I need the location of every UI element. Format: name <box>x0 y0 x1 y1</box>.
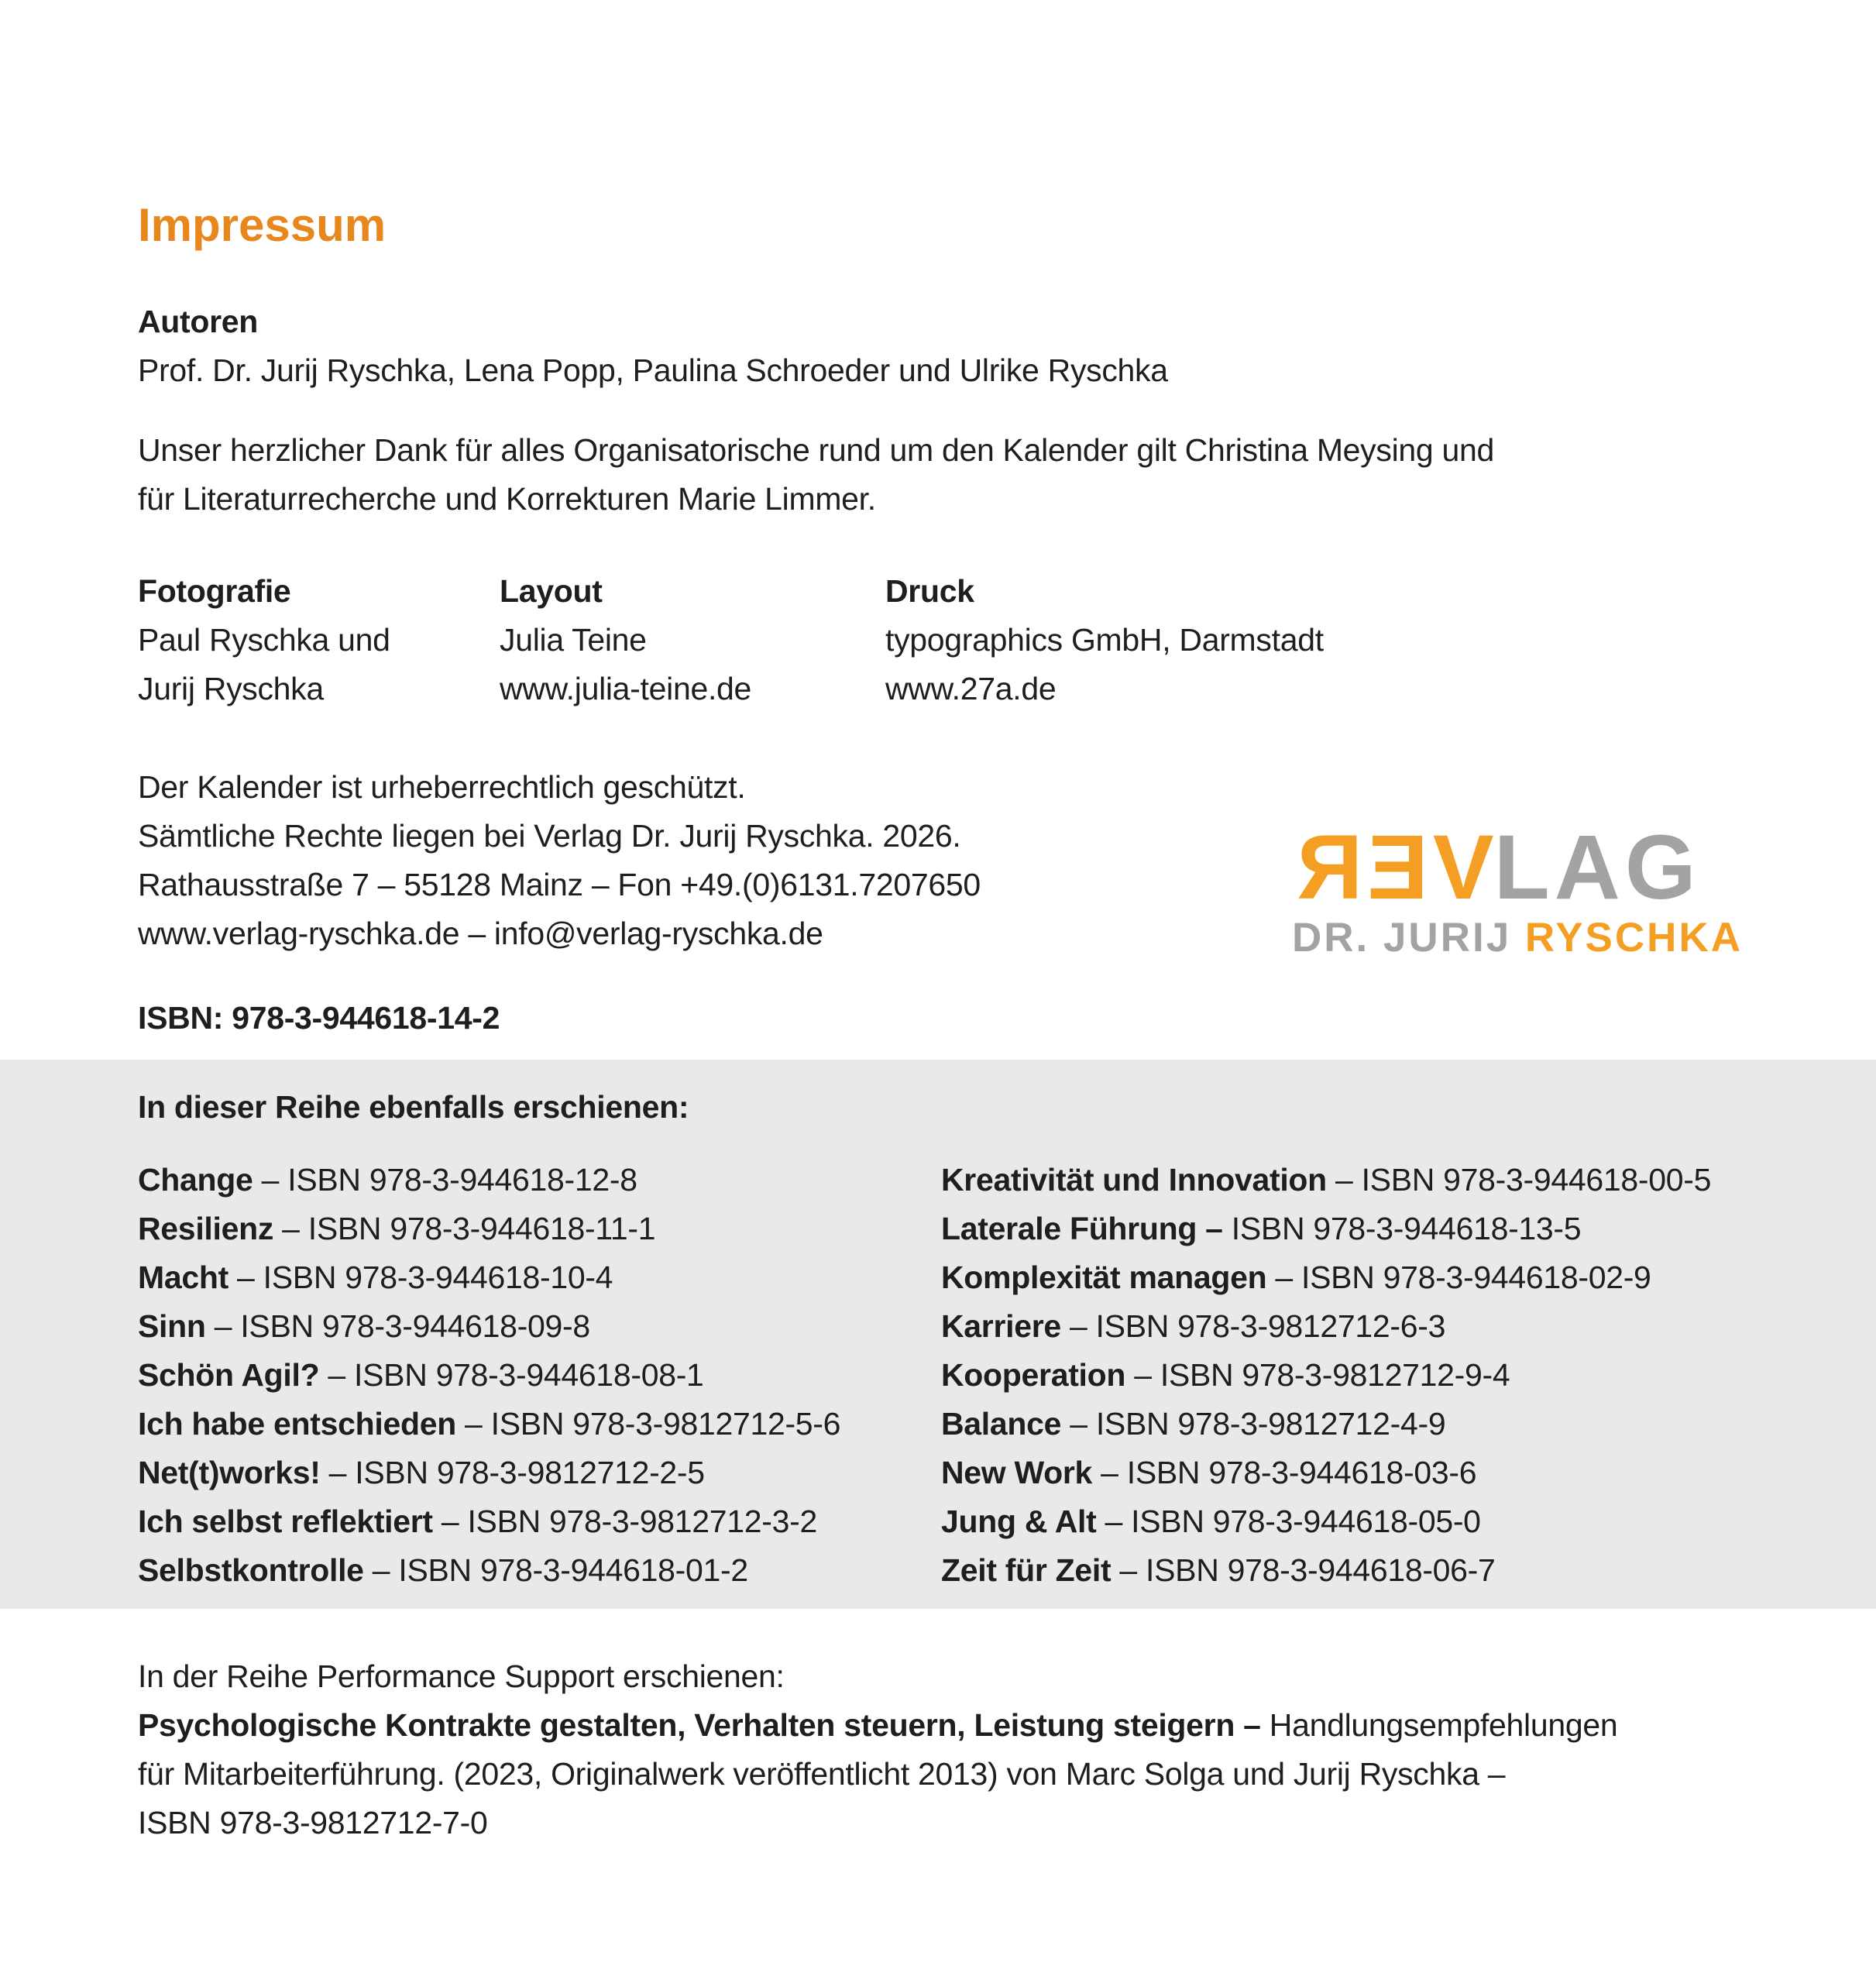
book-title: Sinn <box>138 1308 206 1344</box>
book-isbn: – ISBN 978-3-9812712-2-5 <box>320 1455 705 1490</box>
book-isbn: – ISBN 978-3-944618-00-5 <box>1326 1162 1712 1198</box>
performance-title-rest: Handlungsempfehlungen <box>1260 1707 1618 1743</box>
book-isbn: – ISBN 978-3-944618-09-8 <box>205 1308 590 1344</box>
book-title: Laterale Führung – <box>941 1211 1223 1246</box>
book-row <box>941 1302 1799 1351</box>
performance-title-line <box>138 1701 1799 1750</box>
credit-label: Druck <box>885 573 974 609</box>
logo-subline <box>1292 916 1743 960</box>
book-isbn: – ISBN 978-3-944618-10-4 <box>228 1260 613 1295</box>
credit-label: Fotografie <box>138 573 291 609</box>
book-title: Net(t)works! <box>138 1455 321 1490</box>
thanks-line-2: für Literaturrecherche und Korrekturen Marie Limmer. <box>138 481 876 517</box>
logo-lag-text: LAG <box>1493 816 1701 919</box>
book-row <box>138 1351 941 1400</box>
copyright-section <box>138 763 1799 961</box>
series-band <box>0 1060 1876 1609</box>
book-isbn: – ISBN 978-3-9812712-4-9 <box>1061 1406 1446 1442</box>
book-isbn: – ISBN 978-3-944618-11-1 <box>273 1211 656 1246</box>
series-heading: In dieser Reihe ebenfalls erschienen: <box>138 1089 689 1125</box>
logo-wordmark <box>1291 816 1743 919</box>
book-row <box>138 1400 941 1449</box>
copyright-line-3: Rathausstraße 7 – 55128 Mainz – Fon +49.(0)6131.7207650 <box>138 867 981 902</box>
book-row <box>138 1205 941 1253</box>
credits-column-fotografie <box>138 567 500 713</box>
book-isbn: – ISBN 978-3-944618-12-8 <box>253 1162 637 1198</box>
credit-line-url: www.julia-teine.de <box>500 671 752 706</box>
book-row <box>138 1302 941 1351</box>
book-title: New Work <box>941 1455 1093 1490</box>
performance-intro: In der Reihe Performance Support erschienen: <box>138 1658 785 1694</box>
book-isbn: – ISBN 978-3-9812712-5-6 <box>455 1406 841 1442</box>
book-row <box>941 1400 1799 1449</box>
logo-sub-gray-text: DR. JURIJ <box>1291 915 1525 961</box>
book-isbn: – ISBN 978-3-9812712-6-3 <box>1060 1308 1446 1344</box>
logo-sub-orange-text: RYSCHKA <box>1524 915 1743 961</box>
logo-ver-mirrored-text: VER <box>1291 816 1494 919</box>
book-title: Ich habe entschieden <box>138 1406 456 1442</box>
book-title: Resilienz <box>138 1211 274 1246</box>
book-row <box>138 1253 941 1302</box>
thanks-line-1: Unser herzlicher Dank für alles Organisatorische rund um den Kalender gilt Christina Meysing und <box>138 432 1494 468</box>
series-list-right <box>941 1156 1799 1595</box>
credit-line-url: www.27a.de <box>885 671 1057 706</box>
book-row <box>138 1449 941 1497</box>
performance-line-2: für Mitarbeiterführung. (2023, Originalwerk veröffentlicht 2013) von Marc Solga und Jurij Ryschka – <box>138 1756 1506 1792</box>
credits-column-druck <box>885 567 1799 713</box>
book-row <box>941 1497 1799 1546</box>
book-title: Schön Agil? <box>138 1357 320 1393</box>
book-row <box>138 1546 941 1595</box>
copyright-line-1: Der Kalender ist urheberrechtlich geschützt. <box>138 769 746 805</box>
authors-label: Autoren <box>138 304 259 339</box>
isbn-line: ISBN: 978-3-944618-14-2 <box>138 1000 500 1036</box>
book-title: Kreativität und Innovation <box>941 1162 1327 1198</box>
book-title: Selbstkontrolle <box>138 1552 364 1588</box>
book-isbn: – ISBN 978-3-9812712-9-4 <box>1125 1357 1510 1393</box>
book-title: Kooperation <box>941 1357 1126 1393</box>
credit-line: typographics GmbH, Darmstadt <box>885 622 1324 658</box>
book-title: Karriere <box>941 1308 1061 1344</box>
series-list-left <box>138 1156 941 1595</box>
book-row <box>941 1205 1799 1253</box>
book-isbn: – ISBN 978-3-944618-01-2 <box>363 1552 748 1588</box>
book-title: Change <box>138 1162 253 1198</box>
book-title: Ich selbst reflektiert <box>138 1504 433 1539</box>
performance-title-bold: Psychologische Kontrakte gestalten, Verhalten steuern, Leistung steigern – <box>138 1707 1261 1743</box>
thanks-paragraph <box>138 426 1799 524</box>
book-title: Komplexität managen <box>941 1260 1267 1295</box>
book-row <box>941 1253 1799 1302</box>
credit-line: Paul Ryschka und <box>138 622 390 658</box>
book-row <box>941 1351 1799 1400</box>
authors-section <box>138 297 1799 395</box>
book-title: Jung & Alt <box>941 1504 1097 1539</box>
book-row <box>138 1497 941 1546</box>
publisher-logo <box>1291 816 1743 961</box>
book-isbn: – ISBN 978-3-944618-03-6 <box>1092 1455 1477 1490</box>
book-isbn: – ISBN 978-3-944618-06-7 <box>1111 1552 1496 1588</box>
credit-line: Jurij Ryschka <box>138 671 324 706</box>
book-isbn: – ISBN 978-3-944618-08-1 <box>319 1357 704 1393</box>
book-isbn: – ISBN 978-3-944618-02-9 <box>1266 1260 1651 1295</box>
book-row <box>941 1449 1799 1497</box>
book-row <box>941 1156 1799 1205</box>
book-isbn: ISBN 978-3-944618-13-5 <box>1222 1211 1582 1246</box>
series-grid <box>138 1156 1799 1595</box>
performance-section <box>0 1652 1876 1847</box>
book-isbn: – ISBN 978-3-944618-05-0 <box>1096 1504 1481 1539</box>
imprint-title: Impressum <box>138 199 387 251</box>
book-title: Macht <box>138 1260 228 1295</box>
book-row <box>941 1546 1799 1595</box>
authors-names: Prof. Dr. Jurij Ryschka, Lena Popp, Paulina Schroeder und Ulrike Ryschka <box>138 352 1168 388</box>
book-title: Zeit für Zeit <box>941 1552 1112 1588</box>
credit-line: Julia Teine <box>500 622 647 658</box>
credits-column-layout <box>500 567 885 713</box>
performance-isbn: ISBN 978-3-9812712-7-0 <box>138 1805 488 1840</box>
copyright-line-2: Sämtliche Rechte liegen bei Verlag Dr. Jurij Ryschka. 2026. <box>138 818 961 854</box>
credits-section <box>138 567 1799 713</box>
copyright-line-4: www.verlag-ryschka.de – info@verlag-ryschka.de <box>138 916 823 951</box>
book-isbn: – ISBN 978-3-9812712-3-2 <box>432 1504 817 1539</box>
book-title: Balance <box>941 1406 1062 1442</box>
book-row <box>138 1156 941 1205</box>
credit-label: Layout <box>500 573 603 609</box>
